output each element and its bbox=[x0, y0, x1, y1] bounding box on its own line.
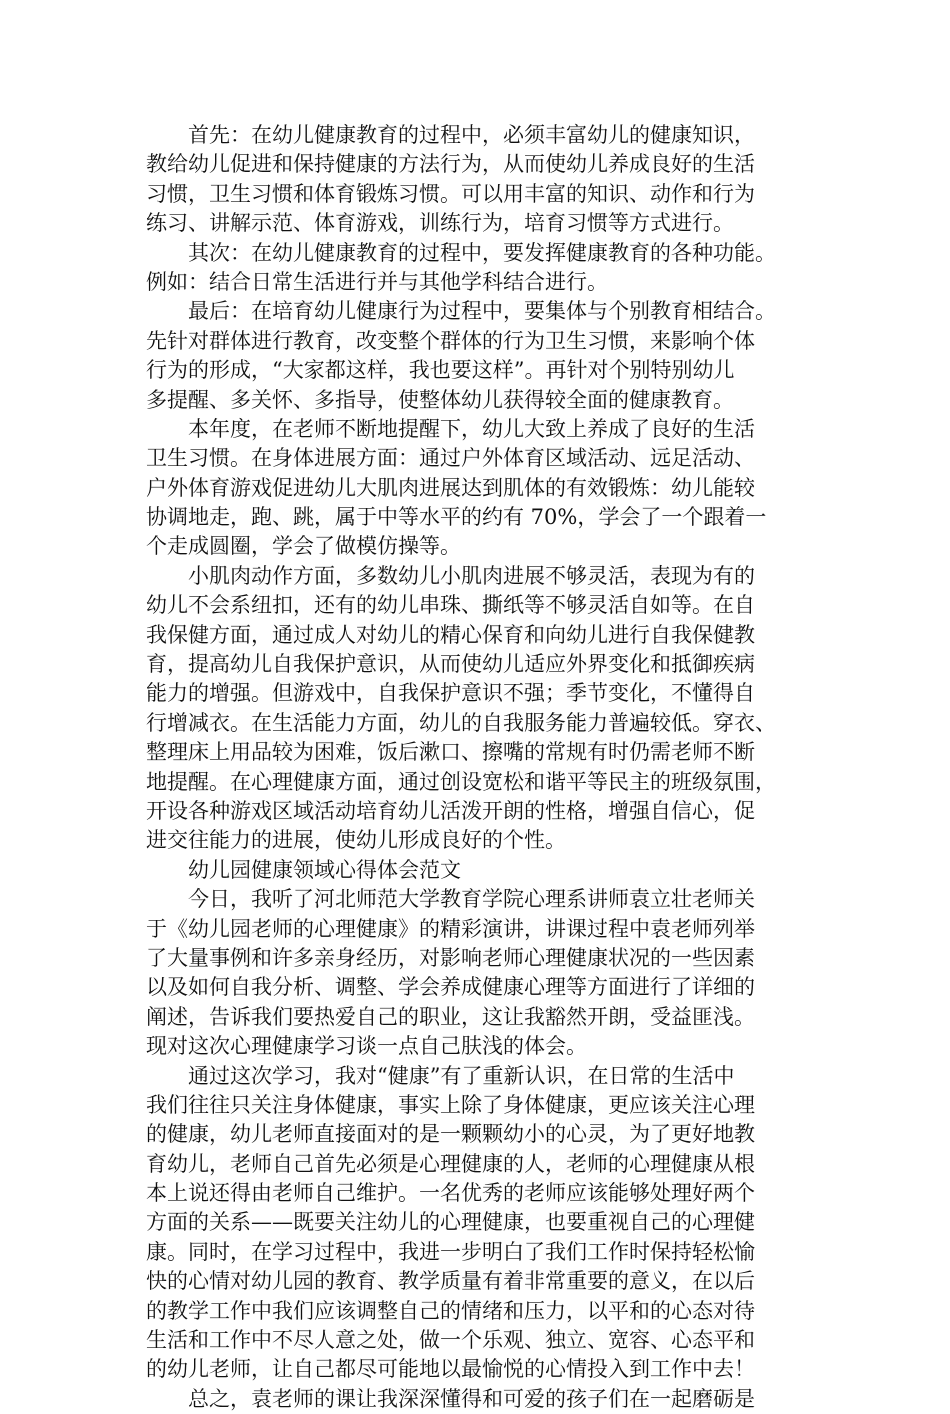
text-line: 例如：结合日常生活进行并与其他学科结合进行。 bbox=[146, 269, 608, 294]
text-line: 的幼儿老师，让自己都尽可能地以最愉悦的心情投入到工作中去！ bbox=[146, 1357, 755, 1382]
text-line: 个走成圆圈，学会了做模仿操等。 bbox=[146, 534, 461, 559]
text-line: 户外体育游戏促进幼儿大肌肉进展达到肌体的有效锻炼：幼儿能较 bbox=[146, 475, 755, 500]
text-line: 行为的形成，“大家都这样，我也要这样”。再针对个别特别幼儿 bbox=[146, 358, 735, 383]
text-line: 以及如何自我分析、调整、学会养成健康心理等方面进行了详细的 bbox=[146, 975, 755, 1000]
text-line: 协调地走，跑、跳，属于中等水平的约有 70%，学会了一个跟着一 bbox=[146, 505, 767, 530]
text-line: 最后：在培育幼儿健康行为过程中，要集体与个别教育相结合。 bbox=[188, 299, 776, 324]
text-line: 能力的增强。但游戏中，自我保护意识不强；季节变化，不懂得自 bbox=[146, 681, 755, 706]
text-line: 育，提高幼儿自我保护意识，从而使幼儿适应外界变化和抵御疾病 bbox=[146, 652, 755, 677]
text-line: 育幼儿，老师自己首先必须是心理健康的人，老师的心理健康从根 bbox=[146, 1151, 755, 1176]
text-line: 阐述，告诉我们要热爱自己的职业，这让我豁然开朗，受益匪浅。 bbox=[146, 1004, 755, 1029]
text-line: 于《幼儿园老师的心理健康》的精彩演讲，讲课过程中袁老师列举 bbox=[146, 916, 755, 941]
text-line: 地提醒。在心理健康方面，通过创设宽松和谐平等民主的班级氛围， bbox=[146, 769, 776, 794]
text-line: 本年度，在老师不断地提醒下，幼儿大致上养成了良好的生活 bbox=[188, 416, 755, 441]
text-line: 快的心情对幼儿园的教育、教学质量有着非常重要的意义，在以后 bbox=[146, 1269, 755, 1294]
text-line: 我们往往只关注身体健康，事实上除了身体健康，更应该关注心理 bbox=[146, 1092, 755, 1117]
text-line: 本上说还得由老师自己维护。一名优秀的老师应该能够处理好两个 bbox=[146, 1181, 755, 1206]
text-line: 练习、讲解示范、体育游戏，训练行为，培育习惯等方式进行。 bbox=[146, 211, 734, 236]
text-line: 幼儿园健康领域心得体会范文 bbox=[188, 857, 461, 882]
text-line: 总之，袁老师的课让我深深懂得和可爱的孩子们在一起磨砺是 bbox=[188, 1386, 755, 1411]
text-line: 现对这次心理健康学习谈一点自己肤浅的体会。 bbox=[146, 1034, 587, 1059]
text-line: 卫生习惯。在身体进展方面：通过户外体育区域活动、远足活动、 bbox=[146, 446, 755, 471]
text-line: 开设各种游戏区域活动培育幼儿活泼开朗的性格，增强自信心，促 bbox=[146, 798, 755, 823]
text-line: 先针对群体进行教育，改变整个群体的行为卫生习惯，来影响个体 bbox=[146, 328, 755, 353]
text-line: 进交往能力的进展，使幼儿形成良好的个性。 bbox=[146, 828, 566, 853]
text-line: 我保健方面，通过成人对幼儿的精心保育和向幼儿进行自我保健教 bbox=[146, 622, 755, 647]
text-line: 首先：在幼儿健康教育的过程中，必须丰富幼儿的健康知识， bbox=[188, 123, 755, 147]
text-line: 行增减衣。在生活能力方面，幼儿的自我服务能力普遍较低。穿衣、 bbox=[146, 710, 776, 735]
text-line: 生活和工作中不尽人意之处，做一个乐观、独立、宽容、心态平和 bbox=[146, 1328, 755, 1353]
text-line: 整理床上用品较为困难，饭后漱口、擦嘴的常规有时仍需老师不断 bbox=[146, 740, 755, 765]
text-line: 的健康，幼儿老师直接面对的是一颗颗幼小的心灵，为了更好地教 bbox=[146, 1122, 755, 1147]
text-line: 习惯，卫生习惯和体育锻炼习惯。可以用丰富的知识、动作和行为 bbox=[146, 181, 755, 206]
text-line: 今日，我听了河北师范大学教育学院心理系讲师袁立壮老师关 bbox=[188, 887, 755, 912]
text-line: 通过这次学习，我对“健康”有了重新认识，在日常的生活中 bbox=[188, 1063, 735, 1088]
text-line: 小肌肉动作方面，多数幼儿小肌肉进展不够灵活，表现为有的 bbox=[188, 563, 755, 588]
text-line: 教给幼儿促进和保持健康的方法行为，从而使幼儿养成良好的生活 bbox=[146, 152, 755, 177]
text-line: 多提醒、多关怀、多指导，使整体幼儿获得较全面的健康教育。 bbox=[146, 387, 734, 412]
text-line: 康。同时，在学习过程中，我进一步明白了我们工作时保持轻松愉 bbox=[146, 1239, 755, 1264]
text-line: 了大量事例和许多亲身经历，对影响老师心理健康状况的一些因素 bbox=[146, 945, 755, 970]
text-line: 其次：在幼儿健康教育的过程中，要发挥健康教育的各种功能。 bbox=[188, 240, 776, 265]
text-line: 幼儿不会系纽扣，还有的幼儿串珠、撕纸等不够灵活自如等。在自 bbox=[146, 593, 755, 618]
text-line: 的教学工作中我们应该调整自己的情绪和压力，以平和的心态对待 bbox=[146, 1298, 755, 1323]
text-line: 方面的关系——既要关注幼儿的心理健康，也要重视自己的心理健 bbox=[146, 1210, 755, 1235]
document-body-text bbox=[146, 121, 826, 1414]
